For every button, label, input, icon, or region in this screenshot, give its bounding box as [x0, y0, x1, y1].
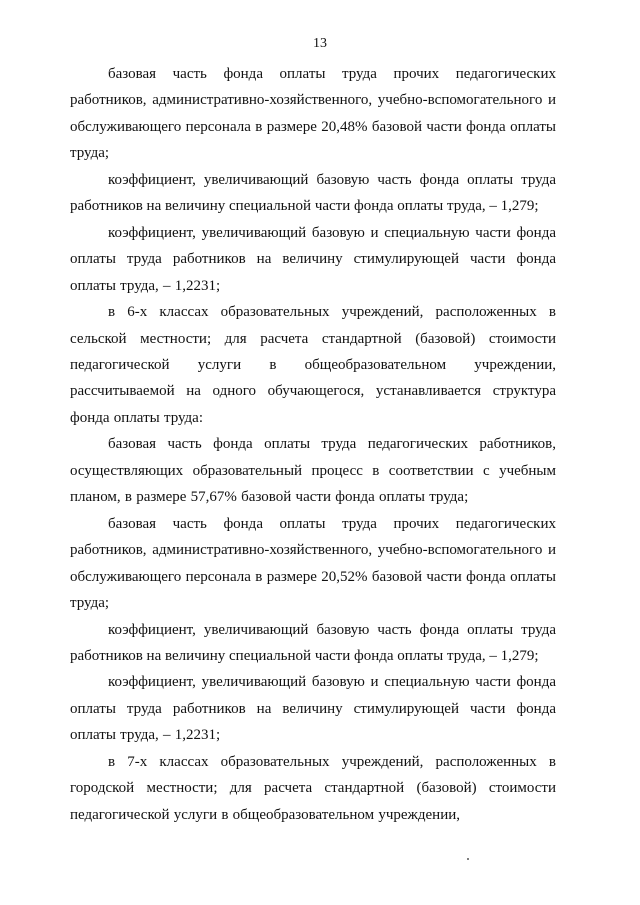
paragraph-stimulating-coefficient: коэффициент, увеличивающий базовую и специальную части фонда оплаты труда работников на величину стимулирующей части фонда оплаты труда, – 1,2231; — [70, 224, 556, 294]
paragraph-basic-share-other-staff: базовая часть фонда оплаты труда прочих педагогических работников, административно-хозяйственного, учебно-вспомогательного и обслуживающего персонала в размере 20,48% базовой части фонда оплаты труда; — [70, 66, 556, 162]
paragraph-grade-7-urban: в 7-х классах образовательных учреждений, расположенных в городской местности; для расчета стандартной (базовой) стоимости педагогической услуги в общеобразовательном учреждении, — [70, 753, 556, 823]
paragraph-basic-share-other-staff-2: базовая часть фонда оплаты труда прочих педагогических работников, административно-хозяйственного, учебно-вспомогательного и обслуживающего персонала в размере 20,52% базовой части фонда оплаты труда; — [70, 515, 556, 612]
paragraph-special-coefficient-2: коэффициент, увеличивающий базовую часть фонда оплаты труда работников на величину специальной части фонда оплаты труда, – 1,279; — [70, 621, 556, 664]
document-body — [70, 61, 556, 828]
paragraph-grade-6-rural: в 6-х классах образовательных учреждений, расположенных в сельской местности; для расчета стандартной (базовой) стоимости педагогической услуги в общеобразовательном учреждении, рассчитываемой на одного обучающегося, устанавливается структура фонда оплаты труда: — [70, 304, 556, 426]
paragraph-stimulating-coefficient-2: коэффициент, увеличивающий базовую и специальную части фонда оплаты труда работников на величину стимулирующей части фонда оплаты труда, – 1,2231; — [70, 674, 556, 744]
scan-speck-decoration — [467, 858, 469, 860]
paragraph-special-coefficient: коэффициент, увеличивающий базовую часть фонда оплаты труда работников на величину специальной части фонда оплаты труда, – 1,279; — [70, 171, 556, 215]
page-number: 13 — [313, 36, 327, 51]
paragraph-basic-share-teaching-staff: базовая часть фонда оплаты труда педагогических работников, осуществляющих образовательный процесс в соответствии с учебным планом, в размере 57,67% базовой части фонда оплаты труда; — [70, 436, 556, 506]
